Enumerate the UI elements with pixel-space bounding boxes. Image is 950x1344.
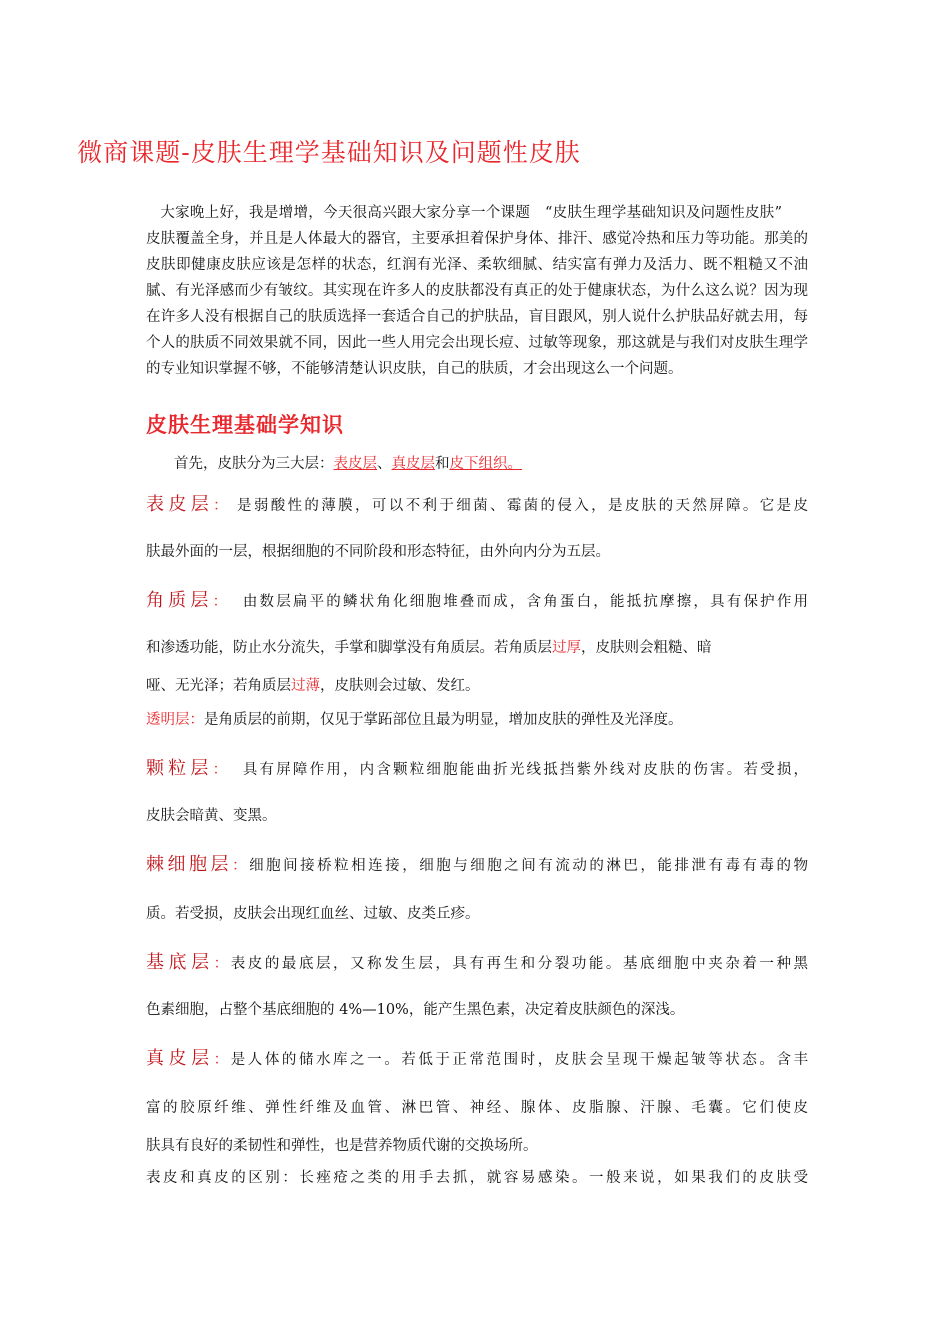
- corneum-line-1: [146, 586, 808, 612]
- term-dermis: 真皮层: [146, 1048, 214, 1069]
- corneum-text-3a: 哑、无光泽；若角质层: [146, 678, 291, 694]
- lucidum-line: [146, 708, 808, 729]
- term-colon: ：: [232, 858, 250, 874]
- term-colon: ：: [212, 762, 230, 778]
- corneum-text-3c: ，皮肤则会过敏、发红。: [320, 678, 480, 694]
- granulosum-line-2: 皮肤会暗黄、变黑。: [146, 808, 277, 824]
- term-colon: ：: [213, 956, 231, 972]
- corneum-text-1: 由数层扁平的鳞状角化细胞堆叠而成，含角蛋白，能抵抗摩擦，具有保护作用: [242, 594, 809, 610]
- difference-line: 表皮和真皮的区别：长痤疮之类的用手去抓，就容易感染。一般来说，如果我们的皮肤受: [146, 1170, 808, 1186]
- term-spinosum: 棘细胞层: [146, 854, 233, 875]
- section-heading: 皮肤生理基础学知识: [146, 412, 344, 437]
- term-colon: ：: [213, 498, 230, 514]
- intro-part-1: 大家晚上好，我是增增，今天很高兴跟大家分享一个课题 “皮肤生理学基础知识及问题性皮肤”: [160, 205, 782, 221]
- corneum-line-3: [146, 674, 808, 695]
- intro-paragraph: [146, 200, 808, 382]
- term-lucidum: 透明层: [146, 712, 190, 728]
- dermis-line-1: [146, 1044, 808, 1070]
- separator: 、: [377, 456, 392, 472]
- spinosum-line-2: 质。若受损，皮肤会出现红血丝、过敏、皮类丘疹。: [146, 906, 480, 922]
- separator: 和: [435, 456, 450, 472]
- layers-intro-prefix: 首先，皮肤分为三大层：: [174, 456, 334, 472]
- corneum-too-thin: 过薄: [291, 678, 320, 694]
- term-corneum: 角质层: [146, 590, 213, 611]
- term-basale: 基底层: [146, 952, 214, 973]
- granulosum-text-1: 具有屏障作用，内含颗粒细胞能曲折光线抵挡紫外线对皮肤的伤害。若受损，: [242, 762, 809, 778]
- term-colon: ：: [213, 1052, 231, 1068]
- intro-part-2: 皮肤覆盖全身，并且是人体最大的器官，主要承担着保护身体、排汗、感觉冷热和压力等功能。那美的皮肤即健康皮肤应该是怎样的状态，红润有光泽、柔软细腻、结实富有弹力及活力、既不粗糙又不油腻、有光泽感而少有皱纹。其实现在许多人的皮肤都没有真正的处于健康状态，为什么这么说？因为现在许多人没有根据自己的肤质选择一套适合自己的护肤品，盲目跟风，别人说什么护肤品好就去用，每个人的肤质不同效果就不同，因此一些人用完会出现长痘、过敏等现象，那这就是与我们对皮肤生理学的专业知识掌握不够，不能够清楚认识皮肤，自己的肤质，才会出现这么一个问题。: [146, 231, 808, 377]
- link-epidermis[interactable]: 表皮层: [333, 456, 377, 472]
- link-subcutaneous[interactable]: 皮下组织。: [449, 456, 522, 472]
- basale-line-1: [146, 948, 808, 974]
- dermis-line-3: 肤具有良好的柔韧性和弹性，也是营养物质代谢的交换场所。: [146, 1138, 538, 1154]
- layers-intro: [146, 452, 808, 473]
- corneum-text-2c: ，皮肤则会粗糙、暗: [581, 640, 712, 656]
- corneum-too-thick: 过厚: [552, 640, 581, 656]
- epidermis-line-2: 肤最外面的一层，根据细胞的不同阶段和形态特征，由外向内分为五层。: [146, 544, 610, 560]
- dermis-text-1: 是人体的储水库之一。若低于正常范围时，皮肤会呈现干燥起皱等状态。含丰: [230, 1052, 809, 1068]
- corneum-line-2: [146, 636, 808, 657]
- basale-line-2: 色素细胞，占整个基底细胞的 4%—10%，能产生黑色素，决定着皮肤颜色的深浅。: [146, 1002, 685, 1018]
- term-colon: ：: [212, 594, 230, 610]
- dermis-line-2: 富的胶原纤维、弹性纤维及血管、淋巴管、神经、腺体、皮脂腺、汗腺、毛囊。它们使皮: [146, 1100, 808, 1116]
- term-granulosum: 颗粒层: [146, 758, 213, 779]
- spinosum-text-1: 细胞间接桥粒相连接，细胞与细胞之间有流动的淋巴，能排泄有毒有毒的物: [249, 858, 809, 874]
- link-dermis[interactable]: 真皮层: [391, 456, 435, 472]
- term-colon: ：: [189, 712, 204, 728]
- granulosum-line-1: [146, 754, 808, 780]
- document-title: 微商课题-皮肤生理学基础知识及问题性皮肤: [77, 138, 581, 167]
- epidermis-text-1: 是弱酸性的薄膜，可以不利于细菌、霉菌的侵入，是皮肤的天然屏障。它是皮: [236, 498, 809, 514]
- lucidum-text: 是角质层的前期，仅见于掌跖部位且最为明显，增加皮肤的弹性及光泽度。: [204, 712, 683, 728]
- corneum-text-2a: 和渗透功能，防止水分流失，手掌和脚掌没有角质层。若角质层: [146, 640, 552, 656]
- term-epidermis: 表皮层: [146, 494, 214, 515]
- epidermis-line-1: [146, 490, 808, 516]
- spinosum-line-1: [146, 850, 808, 876]
- basale-text-1: 表皮的最底层，又称发生层，具有再生和分裂功能。基底细胞中夹杂着一种黑: [230, 956, 809, 972]
